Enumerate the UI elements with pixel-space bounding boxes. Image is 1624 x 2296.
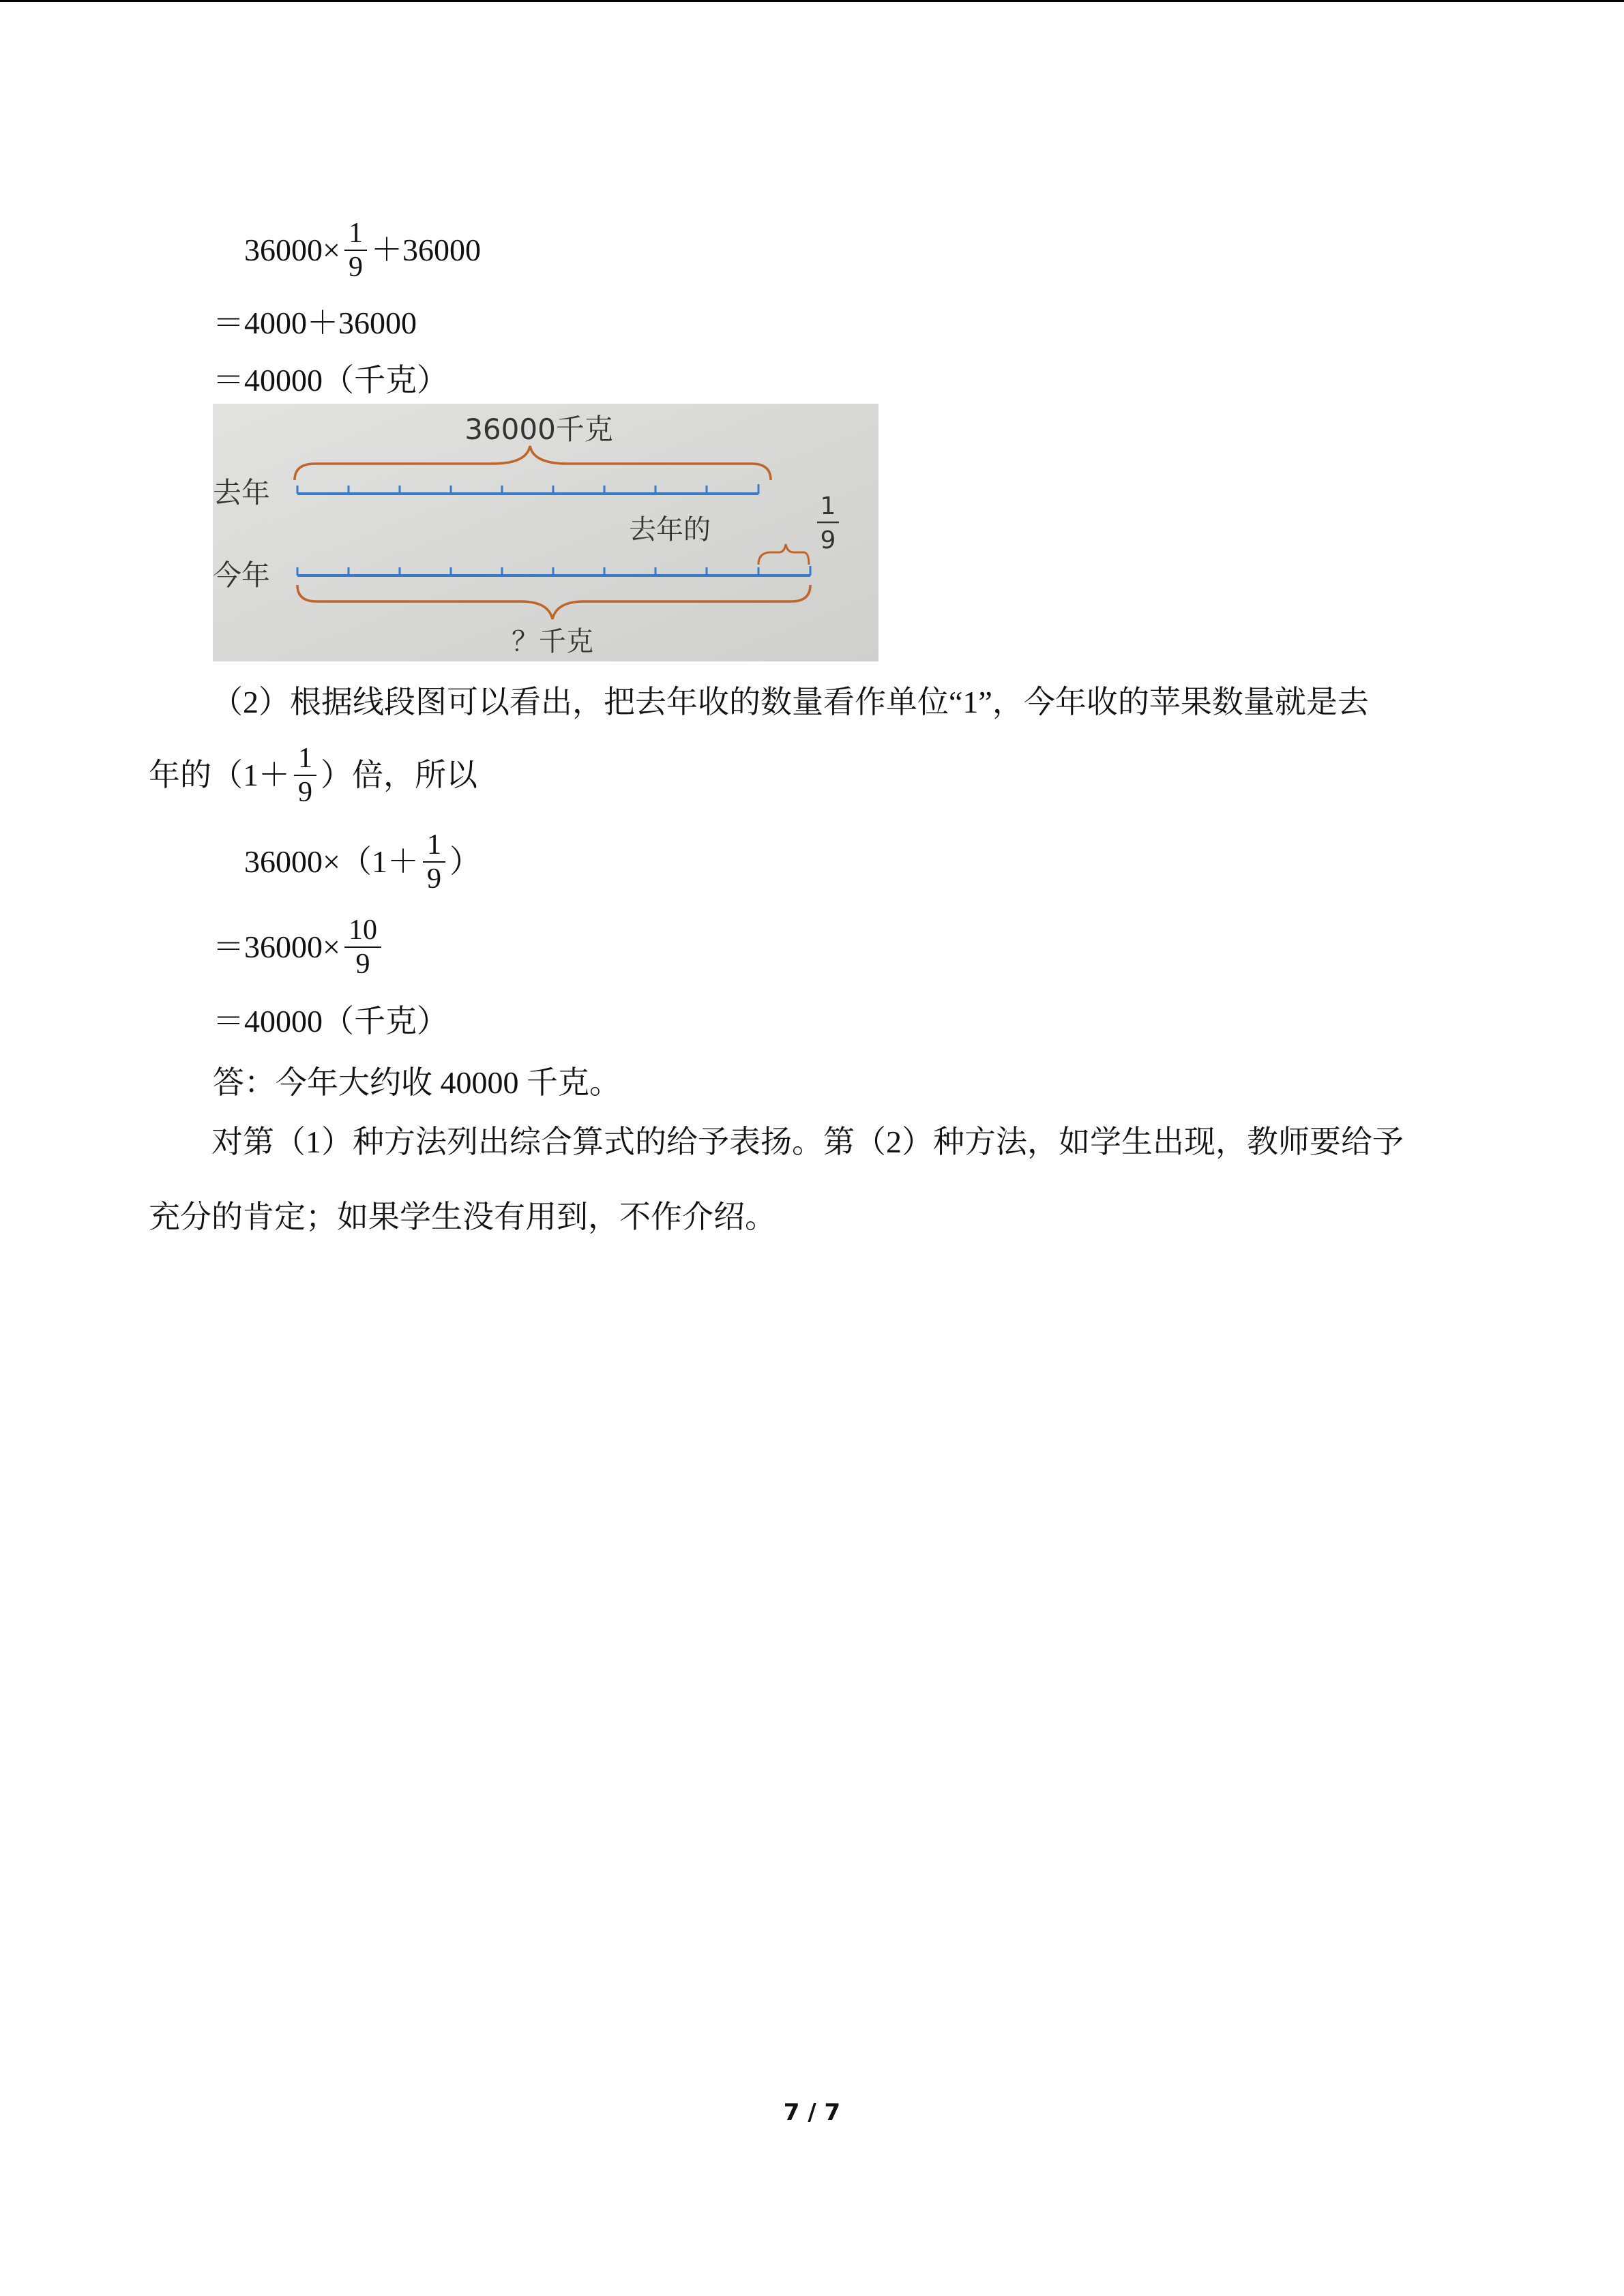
page-number: 7 / 7 — [783, 2099, 841, 2126]
fraction — [423, 829, 445, 895]
teacher-note-line2: 充分的肯定；如果学生没有用到，不作介绍。 — [149, 1199, 776, 1234]
this-year-label: 今年 — [213, 558, 271, 592]
extra-fraction-numerator: 1 — [820, 492, 836, 520]
method2-paragraph — [149, 665, 1458, 740]
step1-part-a: ＝36000× — [213, 929, 340, 964]
fraction-denominator: 9 — [426, 863, 441, 895]
line-segment-diagram — [213, 404, 879, 661]
top-rule — [0, 0, 1624, 2]
teacher-note-line1: 对第（1）种方法列出综合算式的给予表扬。第（2）种方法，如学生出现，教师要给予 — [211, 1124, 1404, 1159]
para-line2-part-a: 年的（1＋ — [149, 758, 290, 792]
method2-paragraph-line1: （2）根据线段图可以看出，把去年收的数量看作单位“1”，今年收的苹果数量就是去 — [211, 685, 1369, 719]
extra-fraction-denominator: 9 — [820, 526, 836, 554]
fraction-denominator: 9 — [348, 252, 363, 283]
answer: 答：今年大约收 40000 千克。 — [213, 1065, 621, 1100]
expr-part-a: 36000×（1＋ — [244, 844, 419, 879]
method1-step1: ＝4000＋36000 — [213, 305, 417, 340]
expr-part-b: ） — [449, 844, 481, 879]
para-line2-part-b: ）倍，所以 — [321, 758, 477, 792]
fraction-numerator: 10 — [344, 914, 381, 948]
bottom-total-label: ？千克 — [512, 626, 593, 657]
fraction-denominator: 9 — [355, 949, 370, 980]
fraction-numerator: 1 — [423, 829, 445, 863]
method1-step2: ＝40000（千克） — [213, 363, 448, 398]
top-total-label: 36000千克 — [464, 413, 613, 446]
fraction-numerator: 1 — [294, 742, 316, 776]
fraction-denominator: 9 — [298, 777, 312, 808]
expr-part-b: ＋36000 — [370, 233, 481, 267]
method2-expression — [244, 829, 481, 895]
fraction — [344, 914, 381, 981]
method2-step2: ＝40000（千克） — [213, 1004, 448, 1039]
method2-step1 — [213, 914, 385, 981]
fraction-numerator: 1 — [344, 217, 367, 251]
last-year-label: 去年 — [213, 476, 271, 509]
fraction — [294, 742, 316, 809]
expr-part-a: 36000× — [244, 233, 340, 267]
method1-expression — [244, 217, 481, 284]
extra-label: 去年的 — [629, 514, 711, 546]
fraction — [344, 217, 367, 284]
method2-paragraph-line2 — [149, 742, 477, 809]
teacher-note — [149, 1105, 1458, 1255]
